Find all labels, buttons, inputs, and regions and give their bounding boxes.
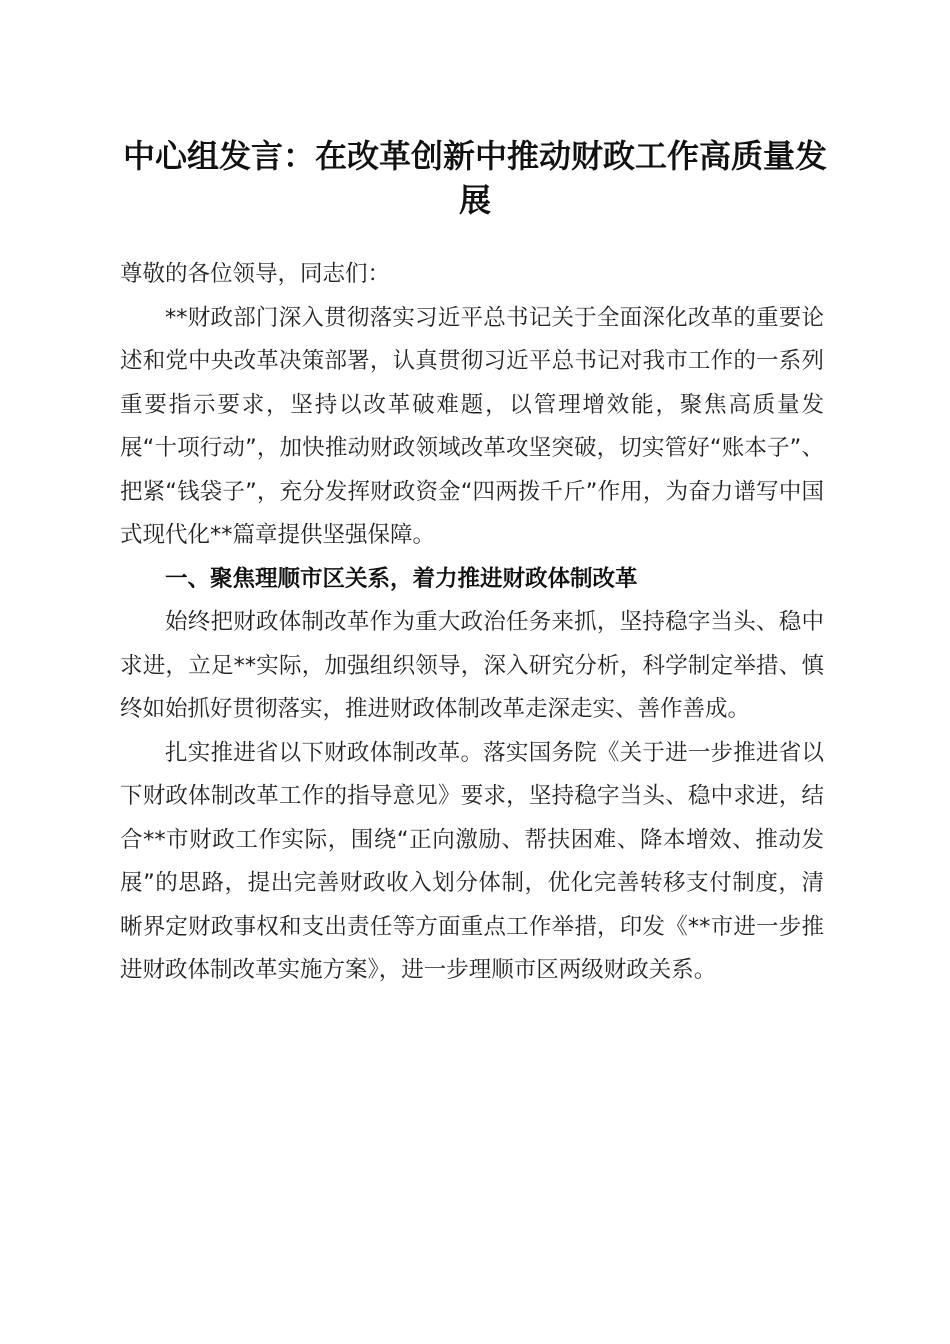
document-title: 中心组发言：在改革创新中推动财政工作高质量发展: [122, 137, 827, 219]
section-heading: 一、聚焦理顺市区关系，着力推进财政体制改革: [165, 565, 638, 592]
section-paragraph: 始终把财政体制改革作为重大政治任务来抓，坚持稳字当头、稳中求进，立足**实际，加强组织领导，深入研究分析，科学制定举措、慎终如始抓好贯彻落实，推进财政体制改革走深走实、善作善成。: [120, 609, 824, 722]
section-paragraph: 扎实推进省以下财政体制改革。落实国务院《关于进一步推进省以下财政体制改革工作的指导意见》要求，坚持稳字当头、稳中求进，结合**市财政工作实际，围绕“正向激励、帮扶困难、降本增效、推动发展”的思路，提出完善财政收入划分体制，优化完善转移支付制度，清晰界定财政事权和支出责任等方面重点工作举措，印发《**市进一步推进财政体制改革实施方案》，进一步理顺市区两级财政关系。: [120, 739, 824, 983]
intro-paragraph: **财政部门深入贯彻落实习近平总书记关于全面深化改革的重要论述和党中央改革决策部署，认真贯彻习近平总书记对我市工作的一系列重要指示要求，坚持以改革破难题，以管理增效能，聚焦高质量发展“十项行动”，加快推动财政领域改革攻坚突破，切实管好“账本子”、把紧“钱袋子”，充分发挥财政资金“四两拨千斤”作用，为奋力谱写中国式现代化**篇章提供坚强保障。: [120, 304, 824, 548]
document-body: [120, 253, 824, 993]
salutation: 尊敬的各位领导，同志们：: [120, 261, 391, 287]
